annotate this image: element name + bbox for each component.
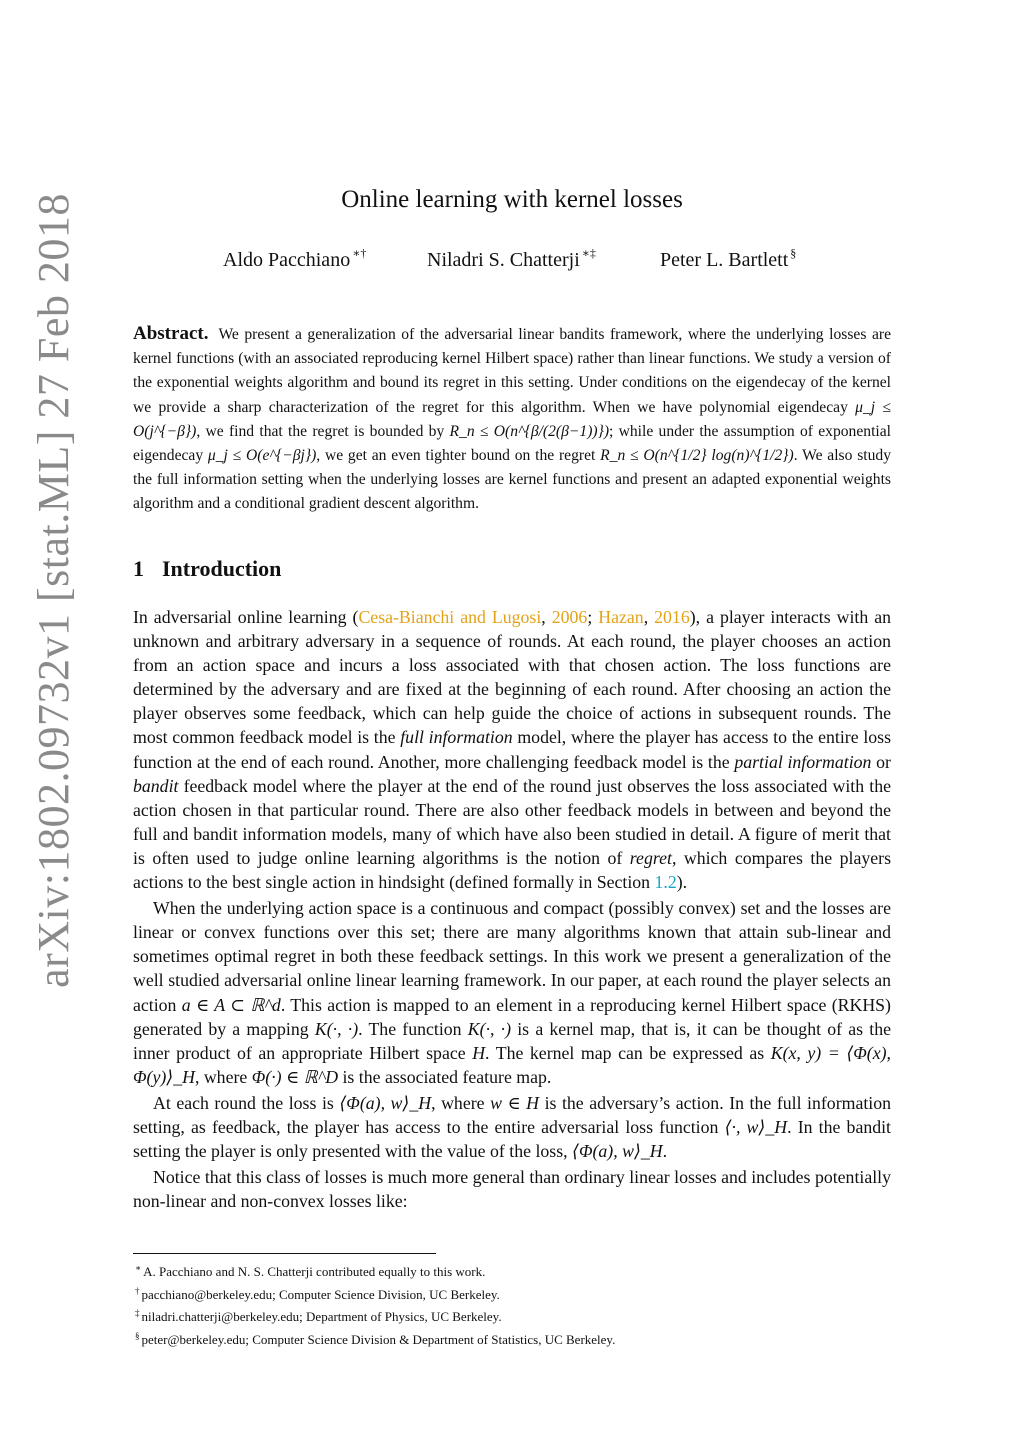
text-run: model, where the player has access to the entire loss function at the end of each round. Another, more challenging feedback model is the [133, 727, 891, 772]
section-heading-introduction [133, 556, 281, 582]
author-name: Aldo Pacchiano [223, 249, 351, 271]
text-run: or [871, 751, 891, 772]
math-expression: R_n ≤ O(n^{β/(2(β−1))}) [449, 422, 610, 440]
math-expression: μ_j ≤ O(e^{−βj}) [207, 447, 317, 465]
math-expression: ⟨·, w⟩_H [724, 1116, 788, 1137]
section-reference-link[interactable]: 1.2 [654, 872, 677, 893]
body-text [133, 605, 891, 1215]
text-run: , which compares the players actions to the best single action in hindsight (defined formally in Section [133, 847, 891, 893]
text-run: is a kernel map, that is, it can be thought of as the inner product of an appropriate Hilbert space [133, 1018, 891, 1063]
text-run: , where [431, 1092, 491, 1113]
footnotes [135, 1259, 895, 1349]
citation-link[interactable]: Hazan [598, 607, 644, 627]
math-expression: ⟨Φ(a), w⟩_H [572, 1141, 663, 1162]
text-run: ). [676, 872, 688, 893]
math-expression: w ∈ H [490, 1092, 540, 1113]
math-expression: a ∈ A ⊂ ℝ^d [181, 994, 281, 1015]
emphasis: bandit [133, 775, 179, 796]
paper-title: Online learning with kernel losses [341, 186, 683, 213]
footnote-divider [133, 1253, 436, 1254]
author-footnote-mark: ∗† [352, 246, 367, 260]
footnote-mark: § [135, 1330, 140, 1341]
text-run: is the associated feature map. [338, 1066, 552, 1087]
footnote-3 [135, 1304, 895, 1327]
text-run: . [662, 1141, 668, 1162]
section-number: 1 [133, 556, 144, 581]
abstract-text: , we get an even tighter bound on the regret [316, 447, 601, 465]
author-name: Niladri S. Chatterji [427, 249, 580, 271]
author-footnote-mark: ∗‡ [581, 246, 596, 260]
paragraph-1: In adversarial online learning (Cesa-Bianchi and Lugosi, 2006; Hazan, 2016), a player interacts with an unknown and arbitrary adversary in a sequence of rounds. At each round, the player chooses an action from an action space and incurs a loss associated with that chosen action. The loss functions are determined by the adversary and are fixed at the beginning of each round. After choosing an action the player observes some feedback, which can help guide the choice of actions in subsequent rounds. The most common feedback model is the full information model, where the player has access to the entire loss function at the end of each round. Another, more challenging feedback model is the partial information or bandit feedback model where the player at the end of the round just observes the loss associated with the action chosen in that particular round. There are also other feedback models in between and beyond the full and bandit information models, many of which have also been studied in detail. A figure of merit that is often used to judge online learning algorithms is the notion of regret, which compares the players actions to the best single action in hindsight (defined formally in Section 1.2). [133, 607, 892, 893]
footnote-mark: ∗ [135, 1263, 142, 1273]
math-expression: H [472, 1042, 486, 1063]
text-run: ), a player interacts with an unknown and arbitrary adversary in a sequence of rounds. At each round, the player chooses an action from an action space and incurs a loss associated with that chosen action. The loss functions are determined by the adversary and are fixed at the beginning of each round. After choosing an action the player observes some feedback, which can help guide the choice of actions in subsequent rounds. The most common feedback model is the [133, 607, 892, 748]
text-run: At each round the loss is [153, 1092, 340, 1113]
paragraph-4 [133, 1165, 891, 1213]
citation-year-link[interactable]: 2006 [551, 607, 588, 627]
math-expression: μ_j ≤ O(j^{−β}) [133, 398, 891, 440]
footnote-mark: † [135, 1285, 140, 1296]
abstract-text: ; while under the assumption of exponential eigendecay [133, 422, 891, 465]
footnote-text: A. Pacchiano and N. S. Chatterji contributed equally to this work. [143, 1264, 486, 1279]
abstract-text: . We also study the full information setting when the underlying losses are kernel functions and present an adapted exponential weights algorithm and a conditional gradient descent algorithm. [133, 447, 891, 513]
author-name: Peter L. Bartlett [660, 249, 789, 271]
text-run: When the underlying action space is a continuous and compact (possibly convex) set and the losses are linear or convex functions over this set; there are many algorithms known that attain sub-linear and sometimes optimal regret in both these feedback settings. In this work we present a generalization of the well studied adversarial online linear learning framework. In our paper, at each round the player selects an action [133, 898, 891, 1015]
arxiv-identifier [10, 192, 96, 988]
footnote-4 [135, 1327, 895, 1350]
author-footnote-mark: § [790, 246, 797, 260]
math-expression: K(x, y) = ⟨Φ(x), Φ(y)⟩_H [133, 1042, 891, 1087]
author-2 [427, 246, 596, 272]
text-run: . The function [358, 1018, 468, 1039]
citation-link[interactable]: Cesa-Bianchi and Lugosi [358, 607, 542, 627]
footnote-mark: ‡ [135, 1308, 140, 1319]
text-run: . This action is mapped to an element in a reproducing kernel Hilbert space (RKHS) generated by a mapping [133, 994, 891, 1039]
footnote-text: peter@berkeley.edu; Computer Science Division & Department of Statistics, UC Berkeley. [141, 1331, 616, 1347]
footnote-1 [135, 1259, 895, 1282]
text-run: In adversarial online learning ( [133, 607, 359, 627]
emphasis: regret [629, 847, 672, 868]
abstract-label: Abstract. [133, 323, 209, 344]
emphasis: partial information [734, 751, 872, 772]
footnote-text: pacchiano@berkeley.edu; Computer Science Division, UC Berkeley. [141, 1286, 500, 1302]
author-3 [660, 246, 796, 272]
math-expression: Φ(·) ∈ ℝ^D [251, 1066, 339, 1087]
math-expression: ⟨Φ(a), w⟩_H [339, 1092, 432, 1113]
text-run: . In the bandit setting the player is only presented with the value of the loss, [133, 1116, 891, 1162]
text-run: Notice that this class of losses is much more general than ordinary linear losses and includes potentially non-linear and non-convex losses like: [133, 1167, 891, 1212]
paragraph-3 [133, 1091, 891, 1163]
emphasis: full information [400, 727, 513, 748]
abstract-text: We present a generalization of the adversarial linear bandits framework, where the underlying losses are kernel functions (with an associated reproducing kernel Hilbert space) rather than linear functions. We study a version of the exponential weights algorithm and bound its regret in this setting. Under conditions on the eigendecay of the kernel we provide a sharp characterization of the regret for this algorithm. When we have polynomial eigendecay [133, 326, 891, 416]
paragraph-2 [133, 896, 891, 1089]
math-expression: R_n ≤ O(n^{1/2} log(n)^{1/2}) [600, 447, 794, 465]
arxiv-id-text: arXiv:1802.09732v1 [stat.ML] 27 Feb 2018 [28, 192, 78, 988]
abstract-text: , we find that the regret is bounded by [196, 422, 450, 440]
author-1 [223, 246, 366, 272]
math-expression: K(·, ·) [467, 1018, 512, 1039]
section-title: Introduction [162, 556, 282, 581]
footnote-2 [135, 1282, 895, 1305]
math-expression: K(·, ·) [314, 1018, 359, 1039]
text-run: feedback model where the player at the end of the round just observes the loss associated with the action chosen in that particular round. There are also other feedback models in between and beyond the full and bandit information models, many of which have also been studied in detail. A figure of merit that is often used to judge online learning algorithms is the notion of [133, 775, 891, 868]
text-run: is the adversary’s action. In the full information setting, as feedback, the player has access to the entire adversarial loss function [133, 1092, 891, 1137]
abstract [133, 322, 891, 517]
footnote-text: niladri.chatterji@berkeley.edu; Department of Physics, UC Berkeley. [141, 1309, 502, 1325]
text-run: . The kernel map can be expressed as [485, 1042, 771, 1063]
text-run: , where [194, 1066, 252, 1087]
citation-year-link[interactable]: 2016 [654, 607, 690, 627]
